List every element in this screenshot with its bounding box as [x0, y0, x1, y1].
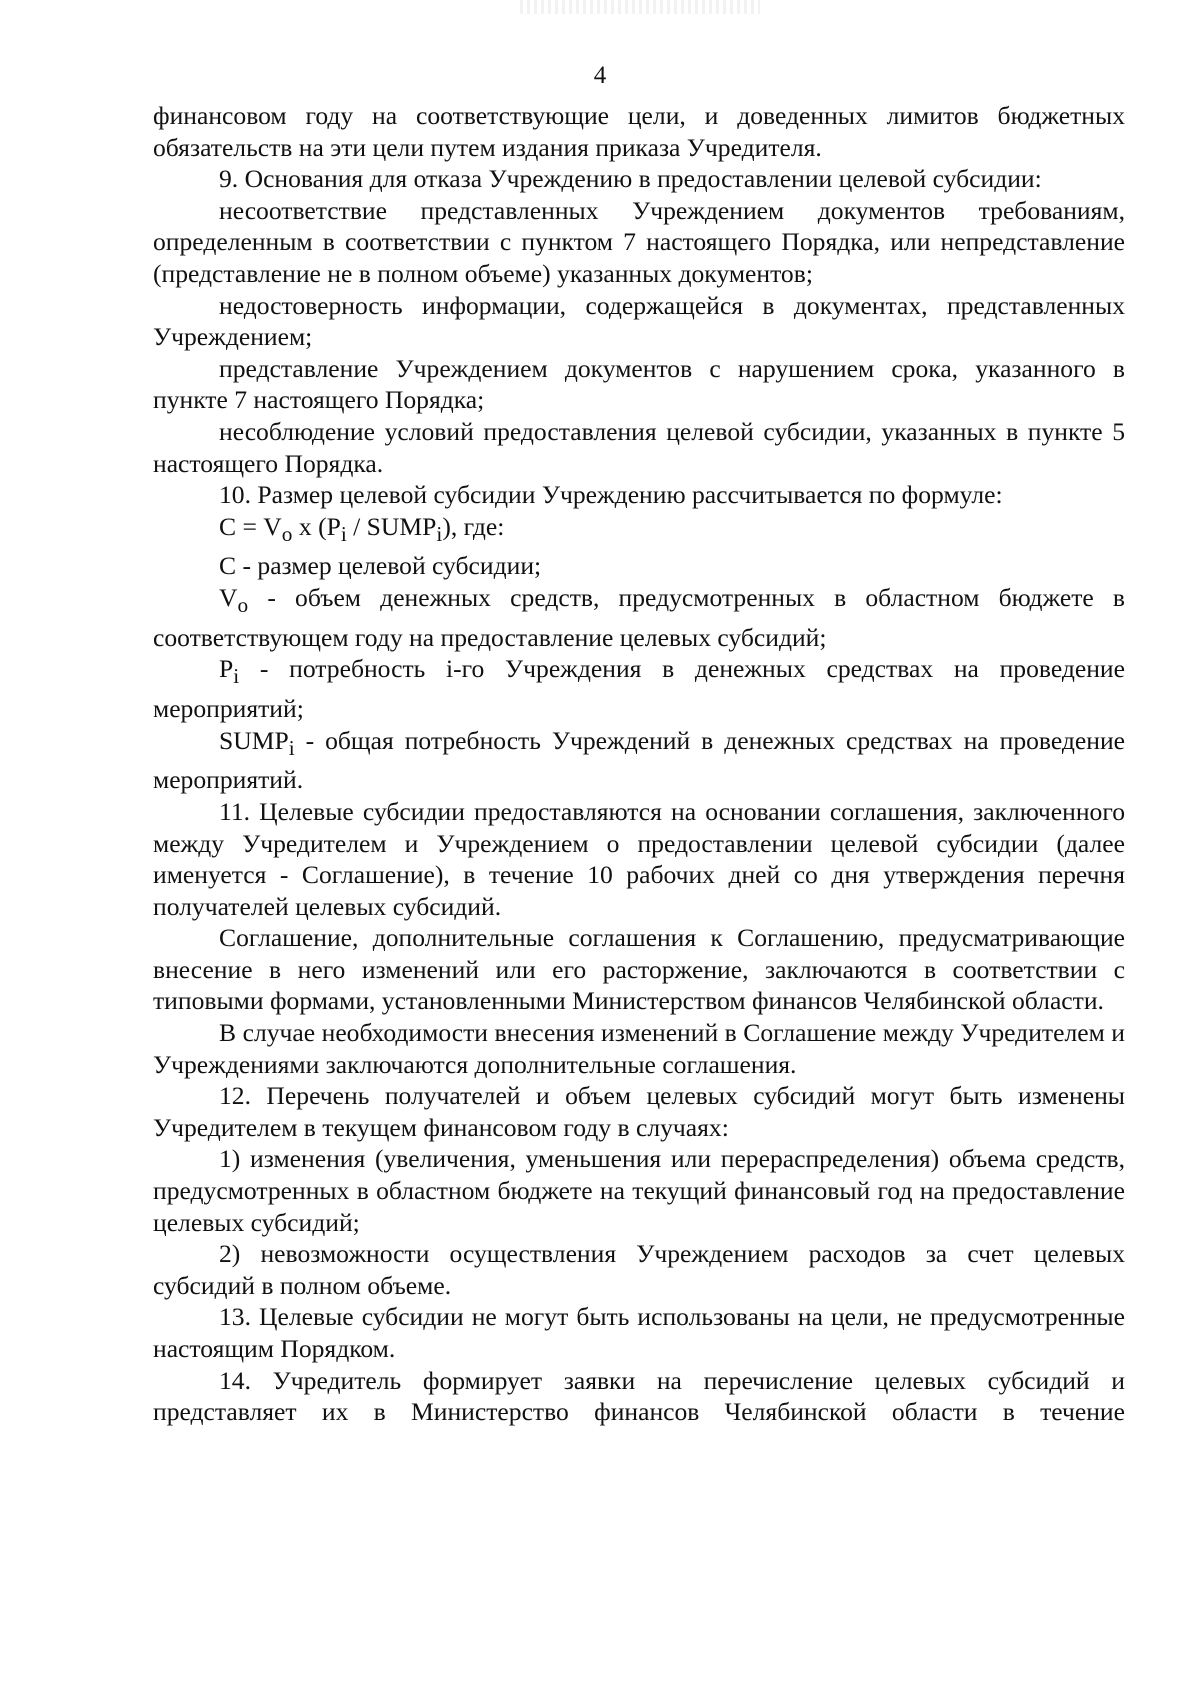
formula-part: С = V	[219, 511, 282, 541]
paragraph: несоблюдение условий предоставления целевой субсидии, указанных в пункте 5 настоящего Порядка.	[153, 416, 1125, 478]
variable-symbol: P	[219, 654, 234, 684]
document-body	[153, 100, 1125, 1428]
paragraph: С - размер целевой субсидии;	[219, 551, 542, 581]
paragraph: Соглашение, дополнительные соглашения к Соглашению, предусматривающие внесение в него изменений или его расторжение, заключаются в соответствии с типовыми формами, установленными Министерством финансов Челябинской области.	[153, 923, 1125, 1016]
paragraph: 1) изменения (увеличения, уменьшения или перераспределения) объема средств, предусмотренных в областном бюджете на текущий финансовый год на предоставление целевых субсидий;	[153, 1144, 1125, 1237]
variable-symbol: V	[219, 583, 238, 613]
formula	[153, 511, 1125, 551]
paragraph	[153, 725, 1125, 796]
variable-definition: - потребность i-го Учреждения в денежных средствах на проведение мероприятий;	[153, 654, 1125, 724]
variable-subscript: i	[288, 735, 295, 760]
formula-subscript: i	[340, 521, 347, 546]
variable-symbol: SUMP	[219, 725, 289, 755]
paragraph: 14. Учредитель формирует заявки на перечисление целевых субсидий и представляет их в Министерство финансов Челябинской области в течение	[153, 1365, 1125, 1427]
paragraph: В случае необходимости внесения изменений в Соглашение между Учредителем и Учреждениями заключаются дополнительные соглашения.	[153, 1018, 1125, 1079]
scan-artifact	[520, 0, 760, 14]
paragraph: представление Учреждением документов с нарушением срока, указанного в пункте 7 настоящего Порядка;	[153, 353, 1125, 415]
paragraph: 10. Размер целевой субсидии Учреждению рассчитывается по формуле:	[219, 480, 1003, 510]
variable-definition: - объем денежных средств, предусмотренных в областном бюджете в соответствующем году на предоставление целевых субсидий;	[153, 583, 1125, 652]
paragraph: 12. Перечень получателей и объем целевых субсидий могут быть изменены Учредителем в текущем финансовом году в случаях:	[153, 1081, 1125, 1142]
paragraph: 9. Основания для отказа Учреждению в предоставлении целевой субсидии:	[219, 164, 1042, 194]
formula-part: ), где:	[442, 511, 505, 541]
formula-subscript: о	[281, 521, 293, 546]
variable-definition: - общая потребность Учреждений в денежных средствах на проведение мероприятий.	[153, 725, 1125, 795]
paragraph	[153, 653, 1125, 724]
formula-part: х (P	[292, 511, 341, 541]
paragraph: 2) невозможности осуществления Учреждением расходов за счет целевых субсидий в полном объеме.	[153, 1239, 1125, 1300]
paragraph: финансовом году на соответствующие цели, и доведенных лимитов бюджетных обязательств на эти цели путем издания приказа Учредителя.	[153, 101, 1125, 162]
formula-part: / SUMP	[346, 511, 437, 541]
formula-subscript: i	[436, 521, 443, 546]
paragraph: 13. Целевые субсидии не могут быть использованы на цели, не предусмотренные настоящим Порядком.	[153, 1302, 1125, 1363]
page-number: 4	[593, 62, 607, 89]
paragraph: 11. Целевые субсидии предоставляются на основании соглашения, заключенного между Учредителем и Учреждением о предоставлении целевой субсидии (далее именуется - Соглашение), в течение 10 рабочих дней со дня утверждения перечня получателей целевых субсидий.	[153, 796, 1125, 921]
variable-subscript: о	[237, 593, 249, 618]
paragraph: недостоверность информации, содержащейся в документах, представленных Учреждением;	[153, 290, 1125, 352]
paragraph: несоответствие представленных Учреждением документов требованиям, определенным в соответствии с пунктом 7 настоящего Порядка, или непредставление (представление не в полном объеме) указанных документов;	[153, 195, 1125, 288]
variable-subscript: i	[233, 664, 240, 689]
paragraph	[153, 582, 1125, 653]
